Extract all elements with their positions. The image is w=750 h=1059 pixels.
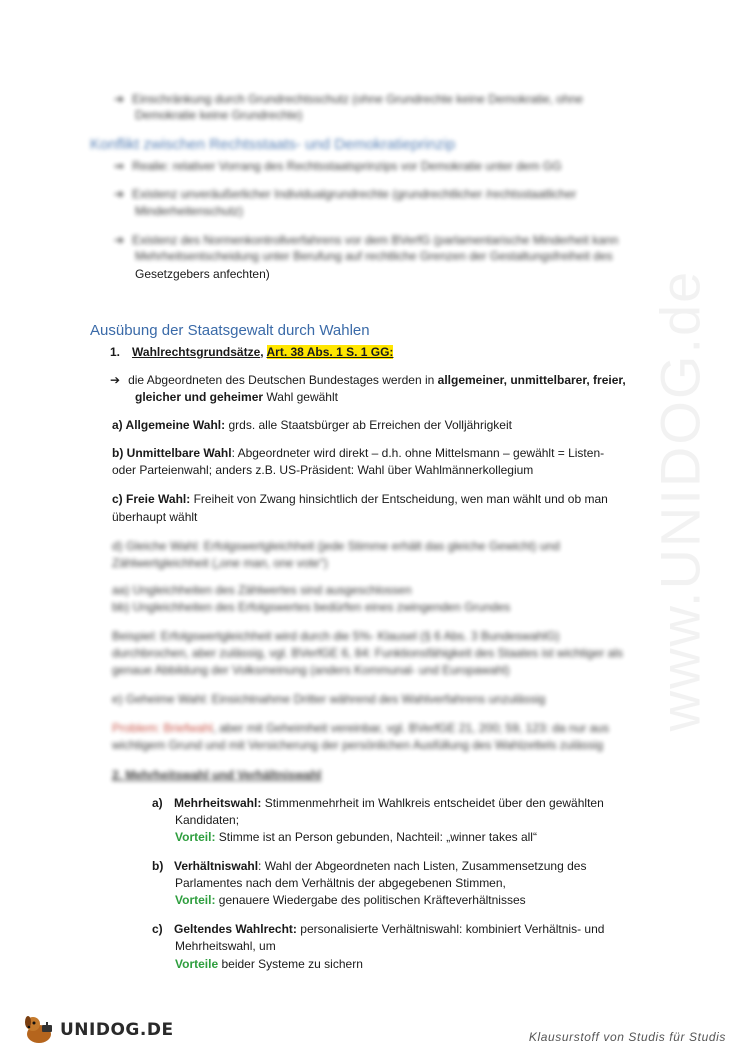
watermark-text: www.UNIDOG.de — [648, 269, 712, 731]
arrow-icon: ➔ — [110, 373, 121, 387]
principle-c: c) Freie Wahl: Freiheit von Zwang hinsichtlich der Entscheidung, wen man wählt und ob man — [112, 492, 608, 506]
list-item: a) Mehrheitswahl: Stimmenmehrheit im Wahlkreis entscheidet über den gewählten — [152, 796, 604, 810]
list-item-cont: Parlamentes nach dem Verhältnis der abgegebenen Stimmen, — [175, 876, 506, 890]
blurred-line: ➔ Existenz des Normenkontrollverfahrens vor dem BVerfG (parlamentarische Minderheit kann — [114, 233, 619, 247]
blurred-line: Demokratie keine Grundrechte) — [135, 108, 303, 122]
blurred-line: Mehrheitsentscheidung unter Berufung auf rechtliche Grenzen der Gestaltungsfreiheit des — [135, 249, 613, 263]
blurred-line: d) Gleiche Wahl: Erfolgswertgleichheit (jede Stimme erhält das gleiche Gewicht) und — [112, 539, 560, 553]
arrow-item-cont: gleicher und geheimer Wahl gewählt — [135, 390, 338, 404]
blurred-line: ➔ Existenz unveräußerlicher Individualgrundrechte (grundrechtlicher /rechtsstaatlicher — [114, 187, 577, 201]
list-heading-1: 1. Wahlrechtsgrundsätze, Art. 38 Abs. 1 S. 1 GG: — [110, 345, 394, 359]
list-item: c) Geltendes Wahlrecht: personalisierte Verhältniswahl: kombiniert Verhältnis- und — [152, 922, 605, 936]
text-line: Gesetzgebers anfechten) — [135, 267, 270, 281]
blurred-line: ➔ Einschränkung durch Grundrechtsschutz (ohne Grundrechte keine Demokratie, ohne — [114, 92, 583, 106]
list-item-cont: Vorteil: genauere Wiedergabe des politischen Kräfteverhältnisses — [175, 893, 526, 907]
principle-c-cont: überhaupt wählt — [112, 510, 198, 524]
blurred-line: Minderheitenschutz) — [135, 204, 244, 218]
blurred-heading: Konflikt zwischen Rechtsstaats- und Demokratieprinzip — [90, 136, 456, 153]
arrow-icon: ⇒ — [114, 159, 125, 173]
blurred-line: e) Geheime Wahl: Einsichtnahme Dritter während des Wahlverfahrens unzulässig — [112, 692, 546, 706]
list-item-cont: Vorteil: Stimme ist an Person gebunden, Nachteil: „winner takes all“ — [175, 830, 537, 844]
arrow-icon: ➔ — [114, 92, 125, 106]
blurred-line: ⇒ Realie: relativer Vorrang des Rechtsstaatsprinzips vor Demokratie unter dem GG — [114, 159, 562, 173]
arrow-item: ➔ die Abgeordneten des Deutschen Bundestages werden in allgemeiner, unmittelbarer, freier, — [110, 373, 626, 387]
list-item-cont: Vorteile beider Systeme zu sichern — [175, 957, 363, 971]
blurred-line: durchbrochen, aber zulässig, vgl. BVerfGE 6, 84: Funktionsfähigkeit des Staates ist wichtiger als — [112, 646, 623, 660]
blurred-line: wichtigem Grund und mit Versicherung der persönlichen Ausfüllung des Wahlzettels zulässig — [112, 738, 604, 752]
blurred-line: aa) Ungleichheiten des Zählwertes sind ausgeschlossen — [112, 583, 412, 597]
section-title: Ausübung der Staatsgewalt durch Wahlen — [90, 322, 370, 339]
list-item-cont: Kandidaten; — [175, 813, 240, 827]
blurred-line: Zählwertgleichheit („one man, one vote") — [112, 556, 328, 570]
list-item: b) Verhältniswahl: Wahl der Abgeordneten nach Listen, Zusammensetzung des — [152, 859, 587, 873]
principle-a: a) Allgemeine Wahl: grds. alle Staatsbürger ab Erreichen der Volljährigkeit — [112, 418, 512, 432]
list-item-cont: Mehrheitswahl, um — [175, 939, 276, 953]
principle-b: b) Unmittelbare Wahl: Abgeordneter wird direkt – d.h. ohne Mittelsmann – gewählt = Listen- — [112, 446, 605, 460]
watermark — [620, 270, 740, 730]
dog-icon — [22, 1013, 56, 1047]
blurred-line: Beispiel: Erfolgswertgleichheit wird durch die 5%- Klausel (§ 6 Abs. 3 BundeswahlG) — [112, 629, 560, 643]
footer-logo — [22, 1013, 174, 1047]
blurred-line: genaue Abbildung der Volksmeinung (anders Kommunal- und Europawahl) — [112, 663, 510, 677]
arrow-icon: ➔ — [114, 187, 125, 201]
arrow-icon: ➔ — [114, 233, 125, 247]
principle-b-cont: oder Parteienwahl; anders z.B. US-Präsident: Wahl über Wahlmännerkollegium — [112, 463, 534, 477]
footer-tagline: Klausurstoff von Studis für Studis — [528, 1030, 726, 1044]
blurred-line: 2. Mehrheitswahl und Verhältniswahl — [112, 768, 322, 782]
blurred-line: bb) Ungleichheiten des Erfolgswertes bedürfen eines zwingenden Grundes — [112, 600, 511, 614]
blurred-line: Problem: Briefwahl, aber mit Geheimheit vereinbar, vgl. BVerfGE 21, 200; 59, 123: da nur aus — [112, 721, 609, 735]
footer-brand: UNIDOG.DE — [60, 1020, 174, 1040]
